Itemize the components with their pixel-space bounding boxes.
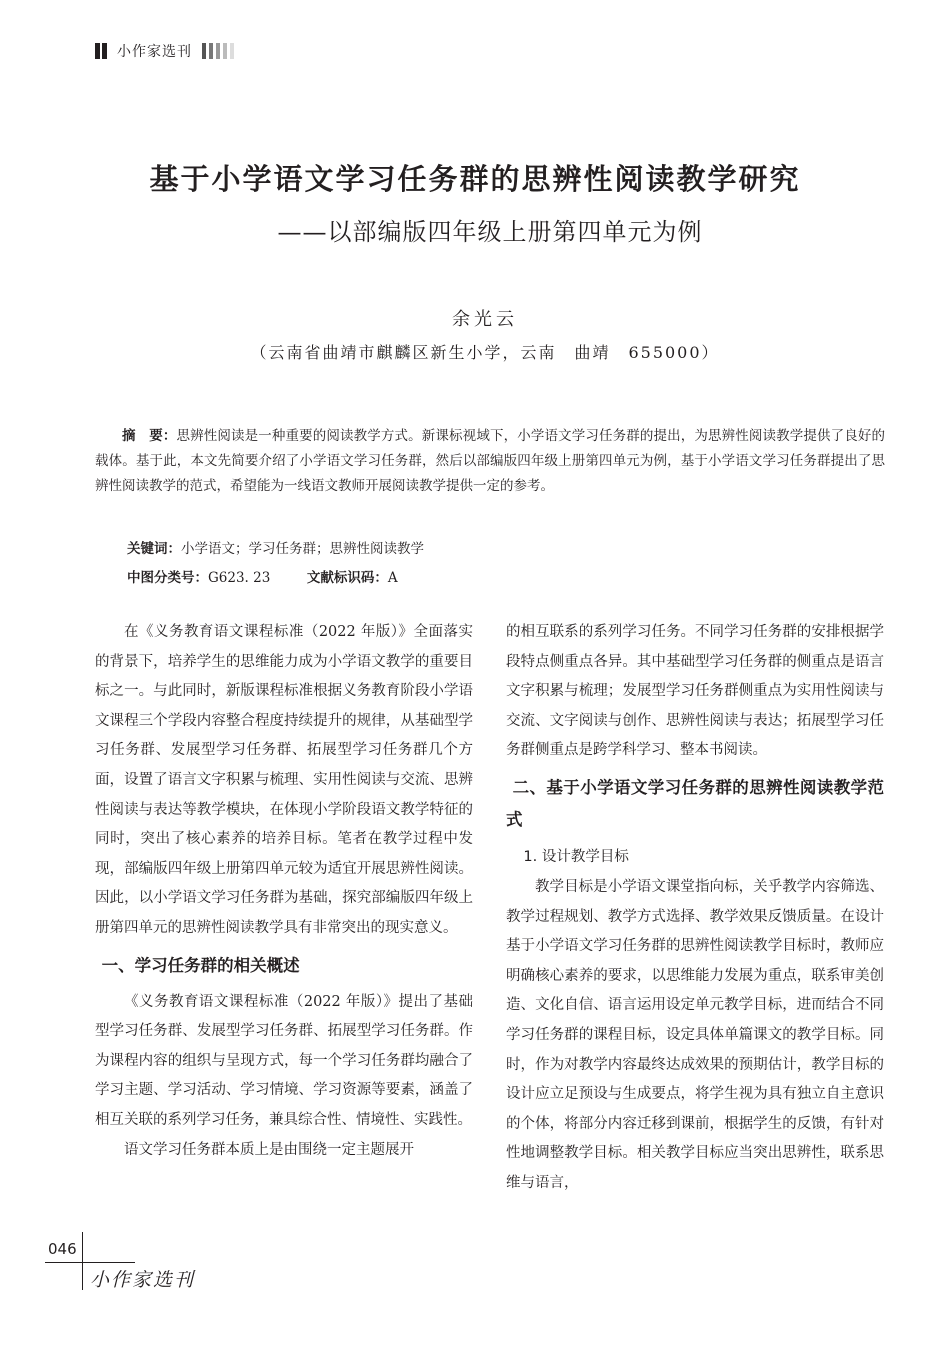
doc-code-label: 文献标识码： — [306, 570, 388, 586]
section-heading: 一、学习任务群的相关概述 — [101, 955, 300, 975]
keywords-text: 小学语文；学习任务群；思辨性阅读教学 — [181, 541, 424, 557]
article-title: 基于小学语文学习任务群的思辨性阅读教学研究 — [149, 162, 801, 196]
keywords — [127, 537, 424, 557]
journal-header — [95, 40, 237, 62]
page-number: 046 — [48, 1240, 77, 1258]
keywords-label: 关键词： — [127, 541, 181, 557]
header-gradient-bar — [202, 43, 206, 59]
article-subtitle: ——以部编版四年级上册第四单元为例 — [277, 218, 703, 246]
header-gradient-bar — [216, 43, 220, 59]
author-affiliation: （云南省曲靖市麒麟区新生小学，云南 曲靖 655000） — [250, 343, 720, 362]
subsection-heading: 1. 设计教学目标 — [523, 848, 629, 865]
doc-code-value: A — [387, 570, 398, 586]
header-gradient-bar — [230, 43, 234, 59]
left-column — [95, 618, 473, 1165]
abstract-label: 摘 要： — [122, 428, 177, 444]
classification — [127, 566, 398, 586]
author-name: 余光云 — [452, 309, 518, 330]
header-bar-mark — [95, 43, 100, 59]
header-bar-mark — [102, 43, 107, 59]
abstract — [95, 424, 885, 499]
paragraph: 教学目标是小学语文课堂指向标，关乎教学内容筛选、教学过程规划、教学方式选择、教学效果反馈质量。在设计基于小学语文学习任务群的思辨性阅读教学目标时，教师应明确核心素养的要求，以思维能力发展为重点，联系审美创造、文化自信、语言运用设定单元教学目标，进而结合不同学习任务群的课程目标，设定具体单篇课文的教学目标。同时，作为对教学内容最终达成效果的预期估计，教学目标的设计应立足预设与生成要点，将学生视为具有独立自主意识的个体，将部分内容迁移到课前，根据学生的反馈，有针对性地调整教学目标。相关教学目标应当突出思辨性，联系思维与语言， — [506, 878, 884, 1191]
header-gradient-bar — [223, 43, 227, 59]
footer-divider — [82, 1232, 83, 1290]
classification-label: 中图分类号： — [127, 570, 208, 586]
paragraph: 《义务教育语文课程标准（2022 年版）》提出了基础型学习任务群、发展型学习任务群、拓展型学习任务群。作为课程内容的组织与呈现方式，每一个学习任务群均融合了学习主题、学习活动、学习情境、学习资源等要素，涵盖了相互关联的系列学习任务，兼具综合性、情境性、实践性。 — [95, 993, 473, 1128]
section-heading: 二、基于小学语文学习任务群的思辨性阅读教学范式 — [506, 777, 884, 829]
footer-rule — [45, 1262, 135, 1263]
paragraph: 的相互联系的系列学习任务。不同学习任务群的安排根据学段特点侧重点各异。其中基础型学习任务群的侧重点是语言文字积累与梳理；发展型学习任务群侧重点为实用性阅读与交流、文字阅读与创作、思辨性阅读与表达；拓展型学习任务群侧重点是跨学科学习、整本书阅读。 — [506, 624, 884, 759]
paragraph: 语文学习任务群本质上是由围绕一定主题展开 — [124, 1141, 414, 1158]
paragraph: 在《义务教育语文课程标准（2022 年版）》全面落实的背景下，培养学生的思维能力成为小学语文教学的重要目标之一。与此同时，新版课程标准根据义务教育阶段小学语文课程三个学段内容整合程度持续提升的规律，从基础型学习任务群、发展型学习任务群、拓展型学习任务群几个方面，设置了语言文字积累与梳理、实用性阅读与交流、思辨性阅读与表达等教学模块，在体现小学阶段语文教学特征的同时，突出了核心素养的培养目标。笔者在教学过程中发现，部编版四年级上册第四单元较为适宜开展思辨性阅读。因此，以小学语文学习任务群为基础，探究部编版四年级上册第四单元的思辨性阅读教学具有非常突出的现实意义。 — [95, 624, 473, 936]
abstract-text: 思辨性阅读是一种重要的阅读教学方式。新课标视域下，小学语文学习任务群的提出，为思辨性阅读教学提供了良好的载体。基于此，本文先简要介绍了小学语文学习任务群，然后以部编版四年级上册第四单元为例，基于小学语文学习任务群提出了思辨性阅读教学的范式，希望能为一线语文教师开展阅读教学提供一定的参考。 — [95, 428, 886, 494]
right-column — [506, 618, 884, 1199]
footer-logo: 小作家选刊 — [90, 1269, 196, 1291]
classification-value: G623. 23 — [208, 570, 271, 586]
journal-name: 小作家选刊 — [117, 44, 192, 60]
header-gradient-bar — [209, 43, 213, 59]
